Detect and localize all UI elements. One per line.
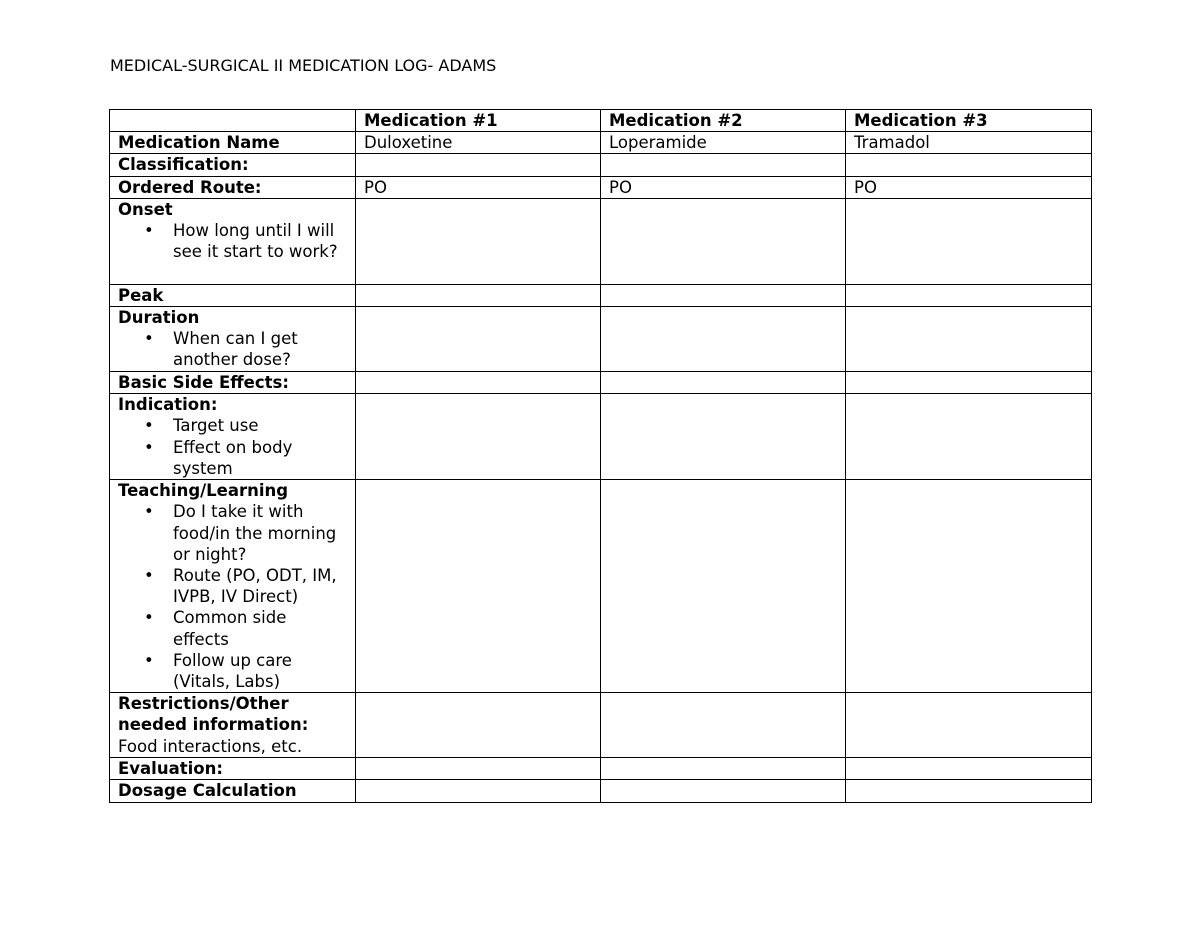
table-row [110,758,1092,780]
medication-3-evaluation [846,758,1092,780]
indication-label: Indication: [118,395,218,415]
row-label-indication [110,394,356,480]
row-label-medication-name: Medication Name [110,132,356,154]
list-item: • Common side effects [144,608,287,649]
bullet-icon: • [144,566,154,586]
medication-2-dosage [601,780,846,802]
row-label-onset [110,198,356,284]
indication-bullet-list [118,415,347,479]
table-row [110,780,1092,802]
row-label-dosage-calculation: Dosage Calculation [110,780,356,802]
row-label-peak: Peak [110,284,356,306]
bullet-icon: • [144,329,154,349]
bullet-icon: • [144,502,154,522]
header-medication-2: Medication #2 [601,110,846,132]
table-row [110,693,1092,758]
row-label-classification: Classification: [110,154,356,176]
medication-2-onset [601,198,846,284]
medication-3-route: PO [846,176,1092,198]
medication-3-classification [846,154,1092,176]
table-header-row [110,110,1092,132]
medication-3-name: Tramadol [846,132,1092,154]
medication-2-route: PO [601,176,846,198]
medication-3-restrictions [846,693,1092,758]
table-row [110,176,1092,198]
medication-1-classification [356,154,601,176]
list-item: • Route (PO, ODT, IM, IVPB, IV Direct) [144,566,337,607]
table-row [110,154,1092,176]
medication-2-classification [601,154,846,176]
row-label-teaching-learning [110,480,356,693]
restrictions-label: Restrictions/Other needed information: [118,694,309,735]
medication-2-indication [601,394,846,480]
table-row [110,284,1092,306]
table-row [110,394,1092,480]
medication-2-name: Loperamide [601,132,846,154]
onset-label: Onset [118,199,173,219]
table-row [110,480,1092,693]
medication-1-peak [356,284,601,306]
medication-1-restrictions [356,693,601,758]
row-label-evaluation: Evaluation: [110,758,356,780]
duration-label: Duration [118,308,200,328]
table-row [110,198,1092,284]
list-item: • Target use [144,416,259,436]
list-item: • How long until I will see it start to work? [144,221,338,262]
list-item: • Do I take it with food/in the morning or night? [144,502,337,564]
medication-2-teaching [601,480,846,693]
duration-bullet-list [118,328,347,370]
list-item: • When can I get another dose? [144,329,298,370]
teaching-learning-bullet-list [118,501,347,692]
medication-3-side-effects [846,372,1092,394]
bullet-icon: • [144,608,154,628]
header-medication-3: Medication #3 [846,110,1092,132]
medication-1-evaluation [356,758,601,780]
table-row [110,132,1092,154]
medication-2-peak [601,284,846,306]
medication-3-dosage [846,780,1092,802]
medication-2-evaluation [601,758,846,780]
restrictions-note: Food interactions, etc. [118,736,303,756]
medication-1-name: Duloxetine [356,132,601,154]
medication-3-teaching [846,480,1092,693]
medication-3-onset [846,198,1092,284]
medication-1-dosage [356,780,601,802]
medication-1-onset [356,198,601,284]
table-row [110,307,1092,372]
row-label-basic-side-effects: Basic Side Effects: [110,372,356,394]
header-cell-empty [110,110,356,132]
bullet-icon: • [144,437,154,457]
medication-2-duration [601,307,846,372]
onset-bullet-list [118,220,347,262]
medication-1-side-effects [356,372,601,394]
medication-3-indication [846,394,1092,480]
row-label-ordered-route: Ordered Route: [110,176,356,198]
teaching-learning-label: Teaching/Learning [118,481,289,501]
bullet-icon: • [144,221,154,241]
medication-2-restrictions [601,693,846,758]
document-title: MEDICAL-SURGICAL II MEDICATION LOG- ADAMS [110,56,497,75]
medication-3-duration [846,307,1092,372]
medication-1-route: PO [356,176,601,198]
table-row [110,372,1092,394]
medication-1-indication [356,394,601,480]
bullet-icon: • [144,416,154,436]
medication-1-duration [356,307,601,372]
header-medication-1: Medication #1 [356,110,601,132]
row-label-duration [110,307,356,372]
list-item: • Follow up care (Vitals, Labs) [144,650,292,692]
medication-3-peak [846,284,1092,306]
list-item: • Effect on body system [144,437,293,478]
bullet-icon: • [144,650,154,670]
medication-log-table [109,109,1092,803]
medication-1-teaching [356,480,601,693]
row-label-restrictions [110,693,356,758]
medication-2-side-effects [601,372,846,394]
